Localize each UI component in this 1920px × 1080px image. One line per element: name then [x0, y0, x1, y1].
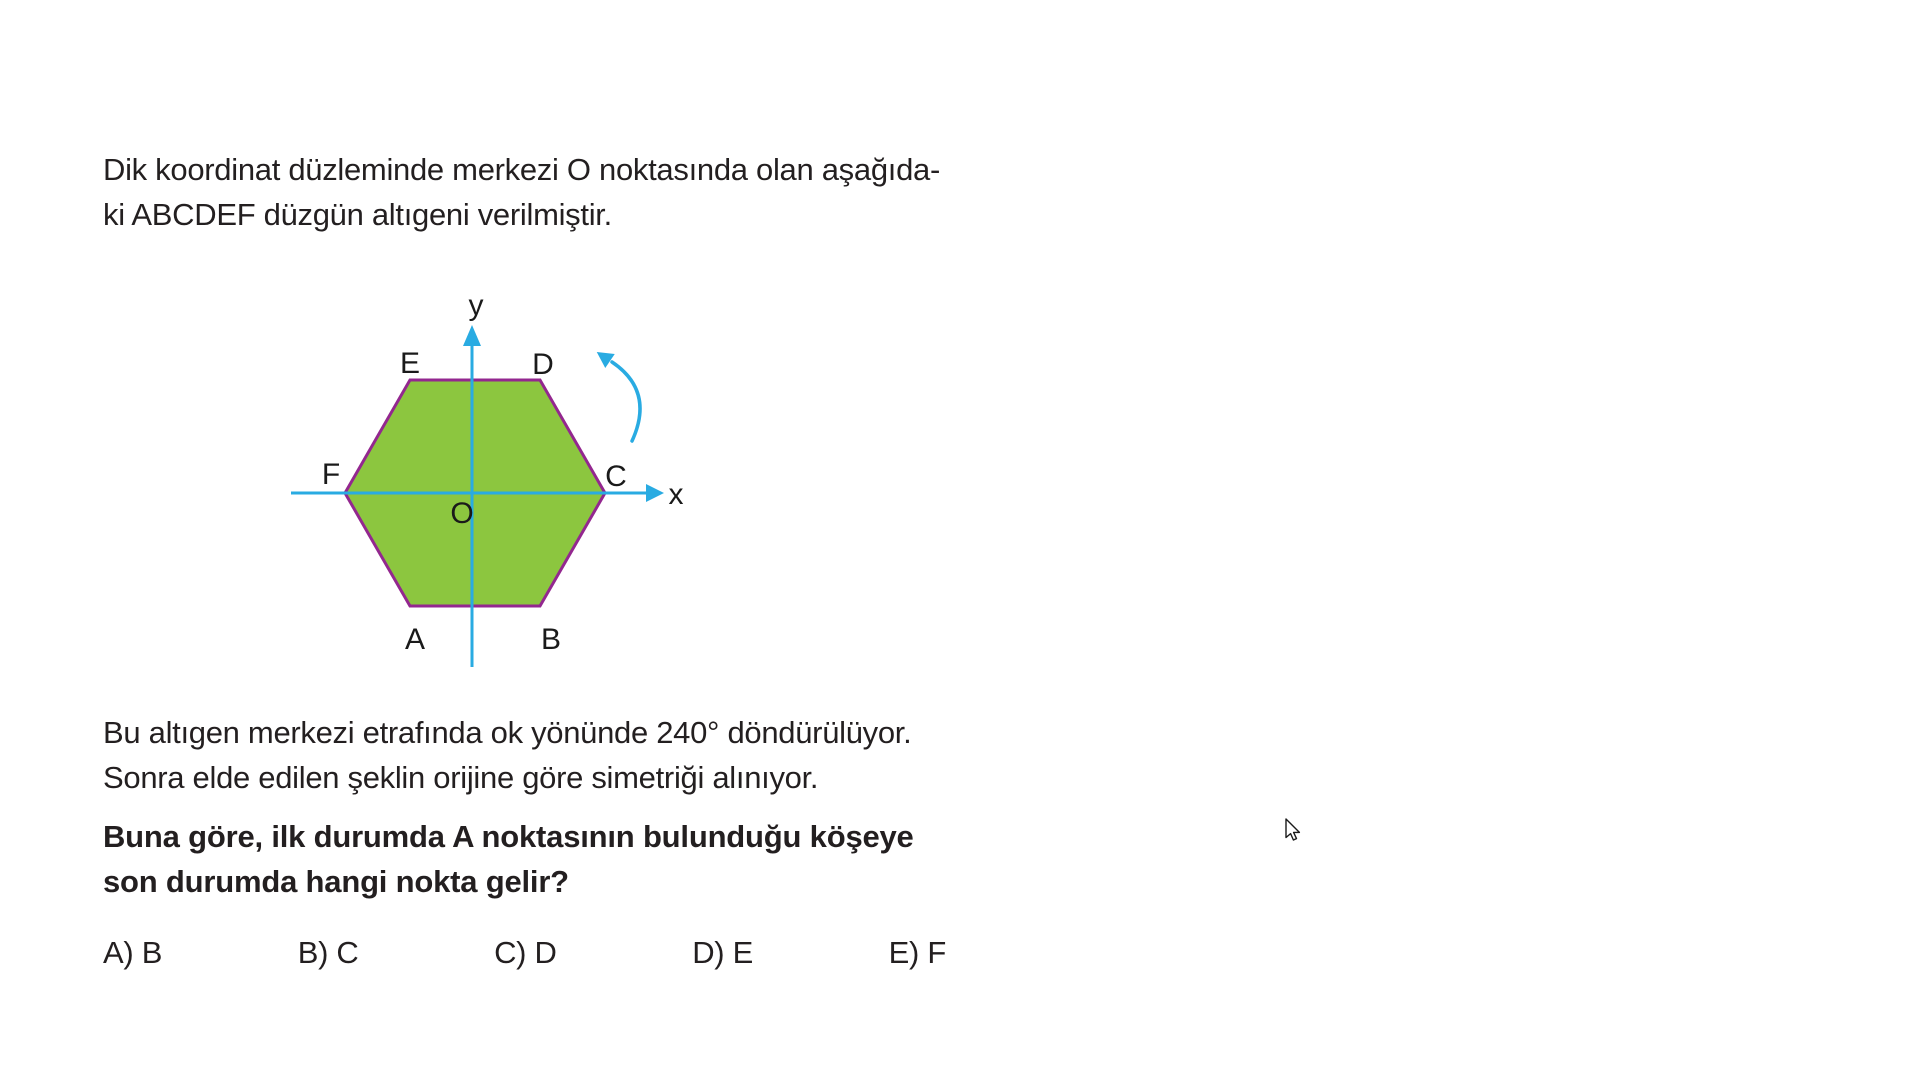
- y-axis-label: y: [468, 289, 484, 322]
- intro-line-1: Dik koordinat düzleminde merkezi O noktasında olan aşağıda-: [103, 152, 940, 187]
- body-line-1: Bu altıgen merkezi etrafında ok yönünde 240° döndürülüyor.: [103, 715, 912, 750]
- y-axis-arrowhead-icon: [463, 325, 481, 346]
- option-a: A) B: [103, 935, 163, 970]
- option-d: D) E: [692, 935, 754, 970]
- intro-line-2: ki ABCDEF düzgün altıgeni verilmiştir.: [103, 197, 612, 232]
- rotation-arrow-icon: [612, 362, 640, 441]
- vertex-label-b: B: [540, 623, 562, 656]
- vertex-label-a: A: [404, 623, 426, 656]
- option-c: C) D: [494, 935, 557, 970]
- vertex-label-c: C: [605, 460, 627, 493]
- question-prompt: [103, 814, 914, 904]
- vertex-label-e: E: [399, 347, 421, 380]
- vertex-label-f: F: [321, 458, 341, 491]
- vertex-label-d: D: [532, 348, 554, 381]
- x-axis-arrowhead-icon: [646, 484, 664, 502]
- origin-label: O: [450, 497, 474, 530]
- x-axis-label: x: [668, 478, 684, 511]
- prompt-line-2: son durumda hangi nokta gelir?: [103, 864, 569, 899]
- option-b: B) C: [297, 935, 359, 970]
- rotation-arrowhead-icon: [592, 345, 615, 368]
- question-body: [103, 710, 911, 800]
- body-line-2: Sonra elde edilen şeklin orijine göre simetriği alınıyor.: [103, 760, 819, 795]
- option-e: E) F: [888, 935, 946, 970]
- mouse-cursor-icon: [1280, 817, 1306, 843]
- prompt-line-1: Buna göre, ilk durumda A noktasının bulunduğu köşeye: [103, 819, 914, 854]
- answer-options: [103, 930, 946, 975]
